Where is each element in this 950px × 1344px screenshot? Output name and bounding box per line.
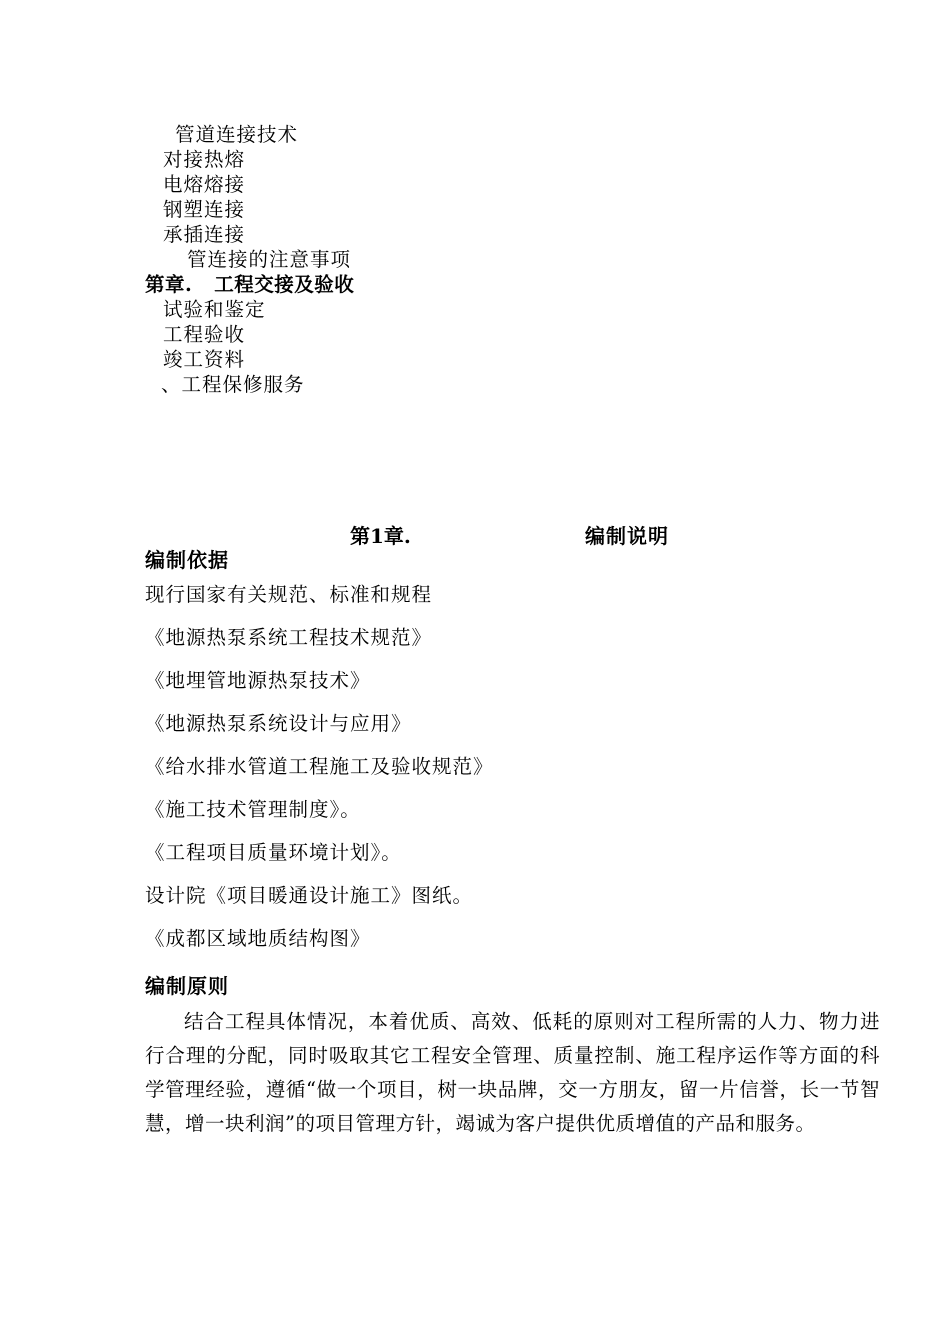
list-item: 《地埋管地源热泵技术》	[145, 669, 371, 692]
list-item: 《工程项目质量环境计划》。	[145, 841, 402, 864]
toc-item: 试验和鉴定	[163, 298, 266, 321]
list-item: 《地源热泵系统工程技术规范》	[145, 626, 433, 649]
section-heading-basis: 编制依据	[145, 548, 229, 572]
list-item: 现行国家有关规范、标准和规程	[145, 583, 433, 606]
toc-item: 、工程保修服务	[161, 373, 305, 396]
principle-paragraph: 结合工程具体情况，本着优质、高效、低耗的原则对工程所需的人力、物力进行合理的分配，同时吸取其它工程安全管理、质量控制、施工程序运作等方面的科学管理经验，遵循“做一个项目，树一块品牌，交一方朋友，留一片信誉，长一节智慧，增一块利润”的项目管理方针，竭诚为客户提供优质增值的产品和服务。	[145, 1010, 880, 1135]
toc-chapter-prefix: 第章.	[145, 273, 193, 296]
list-item: 《成都区域地质结构图》	[145, 927, 371, 950]
toc-chapter-title: 工程交接及验收	[214, 273, 355, 296]
list-item: 《给水排水管道工程施工及验收规范》	[145, 755, 494, 778]
chapter-title: 编制说明	[585, 524, 669, 548]
toc-chapter	[145, 272, 845, 297]
basis-list	[145, 573, 865, 960]
chapter-heading	[350, 520, 669, 552]
table-of-contents	[145, 122, 845, 397]
list-item: 《地源热泵系统设计与应用》	[145, 712, 412, 735]
list-item: 设计院《项目暖通设计施工》图纸。	[145, 884, 474, 907]
toc-item: 电熔熔接	[163, 173, 246, 196]
toc-item: 承插连接	[163, 223, 246, 246]
toc-item: 管道连接技术	[175, 123, 299, 146]
chapter-number: 第1章.	[350, 524, 411, 548]
toc-item: 竣工资料	[163, 348, 246, 371]
list-item: 《施工技术管理制度》。	[145, 798, 361, 821]
toc-item: 钢塑连接	[163, 198, 246, 221]
toc-item: 对接热熔	[163, 148, 246, 171]
toc-item: 管连接的注意事项	[187, 248, 352, 271]
toc-item: 工程验收	[163, 323, 246, 346]
section-heading-principle: 编制原则	[145, 974, 229, 998]
